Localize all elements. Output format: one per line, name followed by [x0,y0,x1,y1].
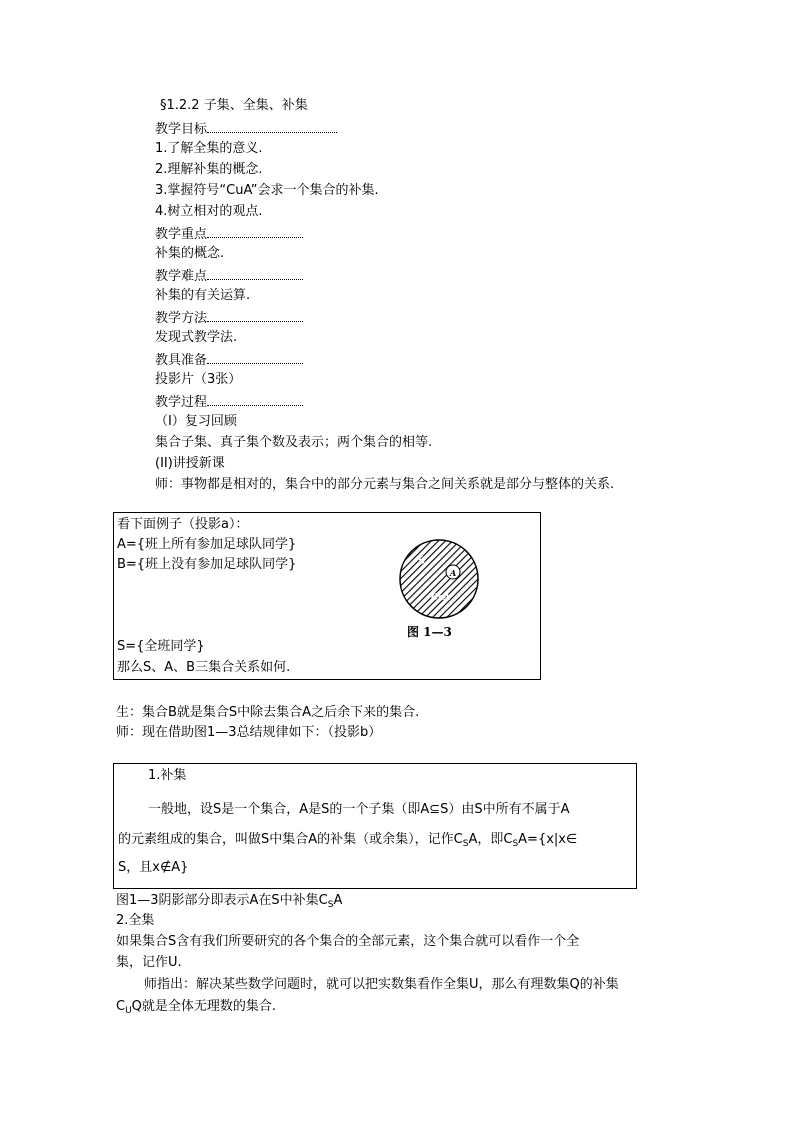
dotted-rule [207,391,303,406]
student-answer: 生：集合B就是集合S中除去集合A之后余下来的集合. [116,705,420,720]
tools-text: 投影片（3张） [155,372,242,387]
label-csa: CsA [431,593,451,603]
set-b-def: B={班上没有参加足球队同学} [117,557,297,572]
example-box [113,512,541,680]
definition-line: 的元素组成的集合，叫做S中集合A的补集（或余集），记作$C_SA$，即$C_SA=\{x|x\in$ [118,832,578,849]
teacher-remark: 师指出：解决某些数学问题时，就可以把实数集看作全集U，那么有理数集Q的补集 [144,977,619,992]
teacher-remark: $C_UQ$就是全体无理数的集合. [116,999,277,1016]
figure-note: 图1—3阴影部分即表示A在S中补集$C_SA$ [116,893,343,910]
universal-definition: 如果集合S含有我们所要研究的各个集合的全部元素，这个集合就可以看作一个全 [116,934,580,949]
example-intro: 看下面例子（投影a）： [117,517,249,532]
universal-definition: 集，记作U. [116,955,182,970]
definition-box [113,763,637,889]
dotted-rule [207,223,303,238]
teacher-summary: 师：现在借助图1—3总结规律如下：（投影b） [116,725,382,740]
definition-line: S，且x∉A} [118,860,189,875]
method-text: 发现式教学法. [155,330,238,345]
universal-heading: 2.全集 [116,913,155,928]
difficulty-text: 补集的有关运算. [155,288,251,303]
process-heading: 教学过程 [155,391,303,413]
label-a: A [450,568,457,578]
definition-line: 一般地，设S是一个集合，A是S的一个子集（即A⊆S）由S中所有不属于A [148,802,570,817]
set-s-def: S={全班同学} [117,639,205,654]
venn-figure [394,535,494,635]
dotted-rule [207,265,303,280]
difficulty-heading: 教学难点 [155,265,303,287]
objective-item: 4.树立相对的观点. [155,204,263,219]
review-heading: （I）复习回顾 [155,414,237,429]
objectives-heading: 教学目标 [155,118,337,140]
dotted-rule [207,349,303,364]
objective-item: 2.理解补集的概念. [155,162,263,177]
complement-heading: 1.补集 [148,768,187,783]
set-a-def: A={班上所有参加足球队同学} [117,537,297,552]
objective-item: 1.了解全集的意义. [155,141,263,156]
set-s-circle [400,540,478,618]
dotted-rule [207,307,303,322]
key-heading: 教学重点 [155,223,303,245]
label-s: S [418,556,426,567]
objective-item: 3.掌握符号“CuA”会求一个集合的补集. [155,183,379,198]
dotted-rule [207,118,337,133]
section-title: §1.2.2 子集、全集、补集 [160,98,308,113]
new-lesson-heading: (II)讲授新课 [155,456,225,471]
teacher-statement: 师：事物都是相对的，集合中的部分元素与集合之间关系就是部分与整体的关系. [155,477,615,492]
method-heading: 教学方法 [155,307,303,329]
tools-heading: 教具准备 [155,349,303,371]
figure-caption: 图 1—3 [407,625,452,639]
key-text: 补集的概念. [155,246,225,261]
review-text: 集合子集、真子集个数及表示；两个集合的相等. [155,435,433,450]
example-question: 那么S、A、B三集合关系如何. [117,660,291,675]
